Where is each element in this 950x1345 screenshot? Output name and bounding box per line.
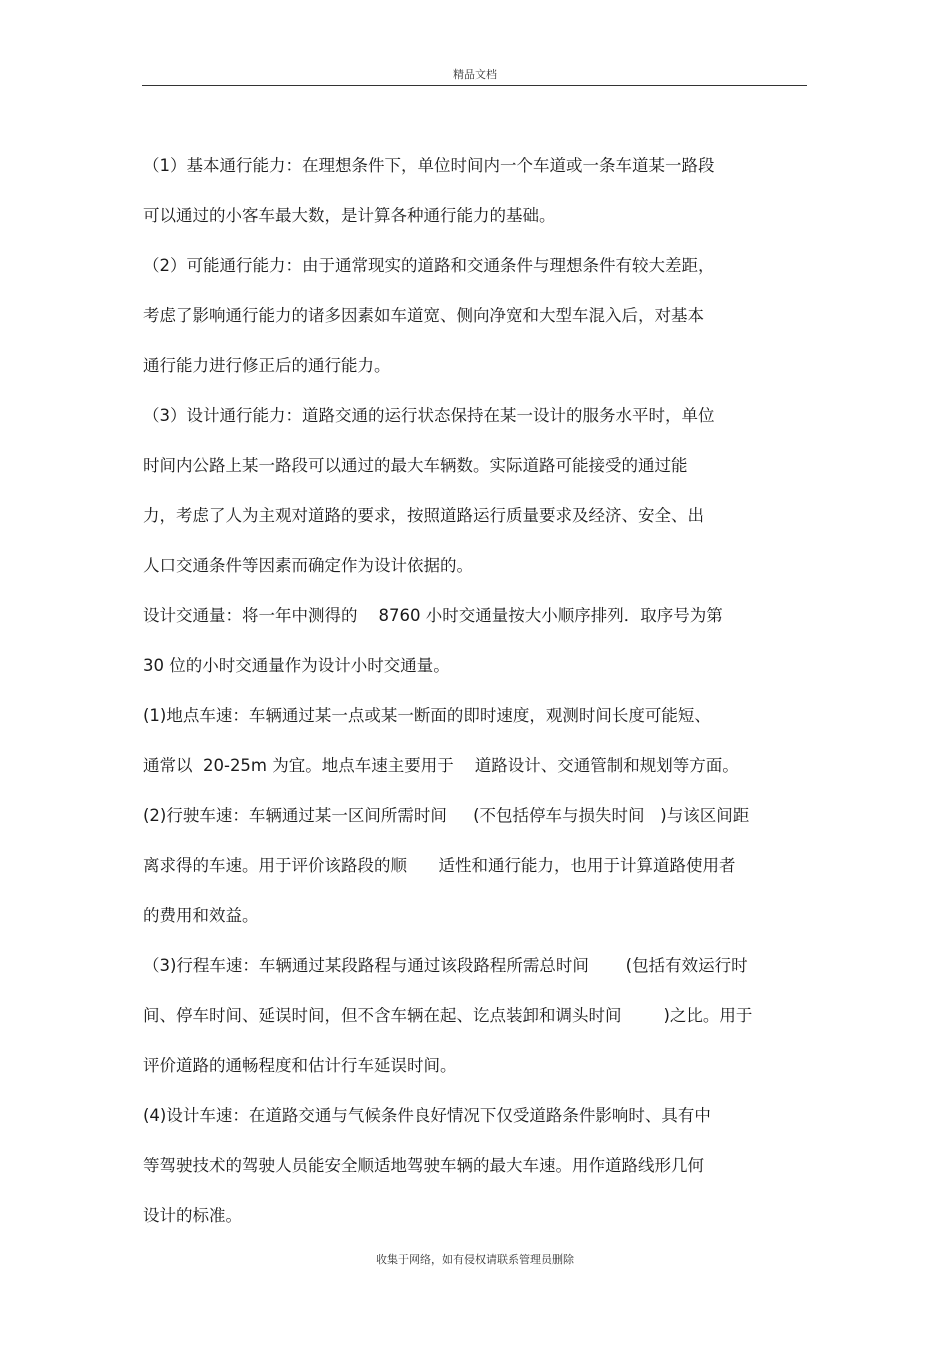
text-line: 时间内公路上某一路段可以通过的最大车辆数。实际道路可能接受的通过能 — [143, 456, 688, 475]
text-line: （3)行程车速：车辆通过某段路程与通过该段路程所需总时间 (包括有效运行时 — [143, 956, 748, 975]
text-line: 的费用和效益。 — [143, 906, 259, 925]
text-line: 通行能力进行修正后的通行能力。 — [143, 356, 391, 375]
text-line: （1）基本通行能力：在理想条件下，单位时间内一个车道或一条车道某一路段 — [143, 156, 715, 175]
text-line: (1)地点车速：车辆通过某一点或某一断面的即时速度，观测时间长度可能短、 — [143, 706, 711, 725]
text-line: （2）可能通行能力：由于通常现实的道路和交通条件与理想条件有较大差距， — [143, 256, 715, 275]
page-footer: 收集于网络，如有侵权请联系管理员删除 — [376, 1253, 574, 1266]
text-line: 力，考虑了人为主观对道路的要求，按照道路运行质量要求及经济、安全、出 — [143, 506, 704, 525]
text-line: 通常以 20-25m 为宜。地点车速主要用于 道路设计、交通管制和规划等方面。 — [143, 756, 739, 775]
text-line: （3）设计通行能力：道路交通的运行状态保持在某一设计的服务水平时，单位 — [143, 406, 715, 425]
text-line: 设计交通量：将一年中测得的 8760 小时交通量按大小顺序排列．取序号为第 — [143, 606, 723, 625]
text-line: 等驾驶技术的驾驶人员能安全顺适地驾驶车辆的最大车速。用作道路线形几何 — [143, 1156, 704, 1175]
text-line: 设计的标准。 — [143, 1206, 242, 1225]
text-line: 离求得的车速。用于评价该路段的顺 适性和通行能力，也用于计算道路使用者 — [143, 856, 736, 875]
text-line: 间、停车时间、延误时间，但不含车辆在起、讫点装卸和调头时间 )之比。用于 — [143, 1006, 753, 1025]
header-divider — [142, 85, 807, 86]
text-line: 考虑了影响通行能力的诸多因素如车道宽、侧向净宽和大型车混入后，对基本 — [143, 306, 704, 325]
text-line: 人口交通条件等因素而确定作为设计依据的。 — [143, 556, 473, 575]
page-header: 精品文档 — [453, 68, 497, 81]
text-line: 30 位的小时交通量作为设计小时交通量。 — [143, 656, 450, 675]
text-line: (4)设计车速：在道路交通与气候条件良好情况下仅受道路条件影响时、具有中 — [143, 1106, 711, 1125]
text-line: (2)行驶车速：车辆通过某一区间所需时间 (不包括停车与损失时间 )与该区间距 — [143, 806, 750, 825]
text-line: 评价道路的通畅程度和估计行车延误时间。 — [143, 1056, 457, 1075]
text-line: 可以通过的小客车最大数，是计算各种通行能力的基础。 — [143, 206, 556, 225]
